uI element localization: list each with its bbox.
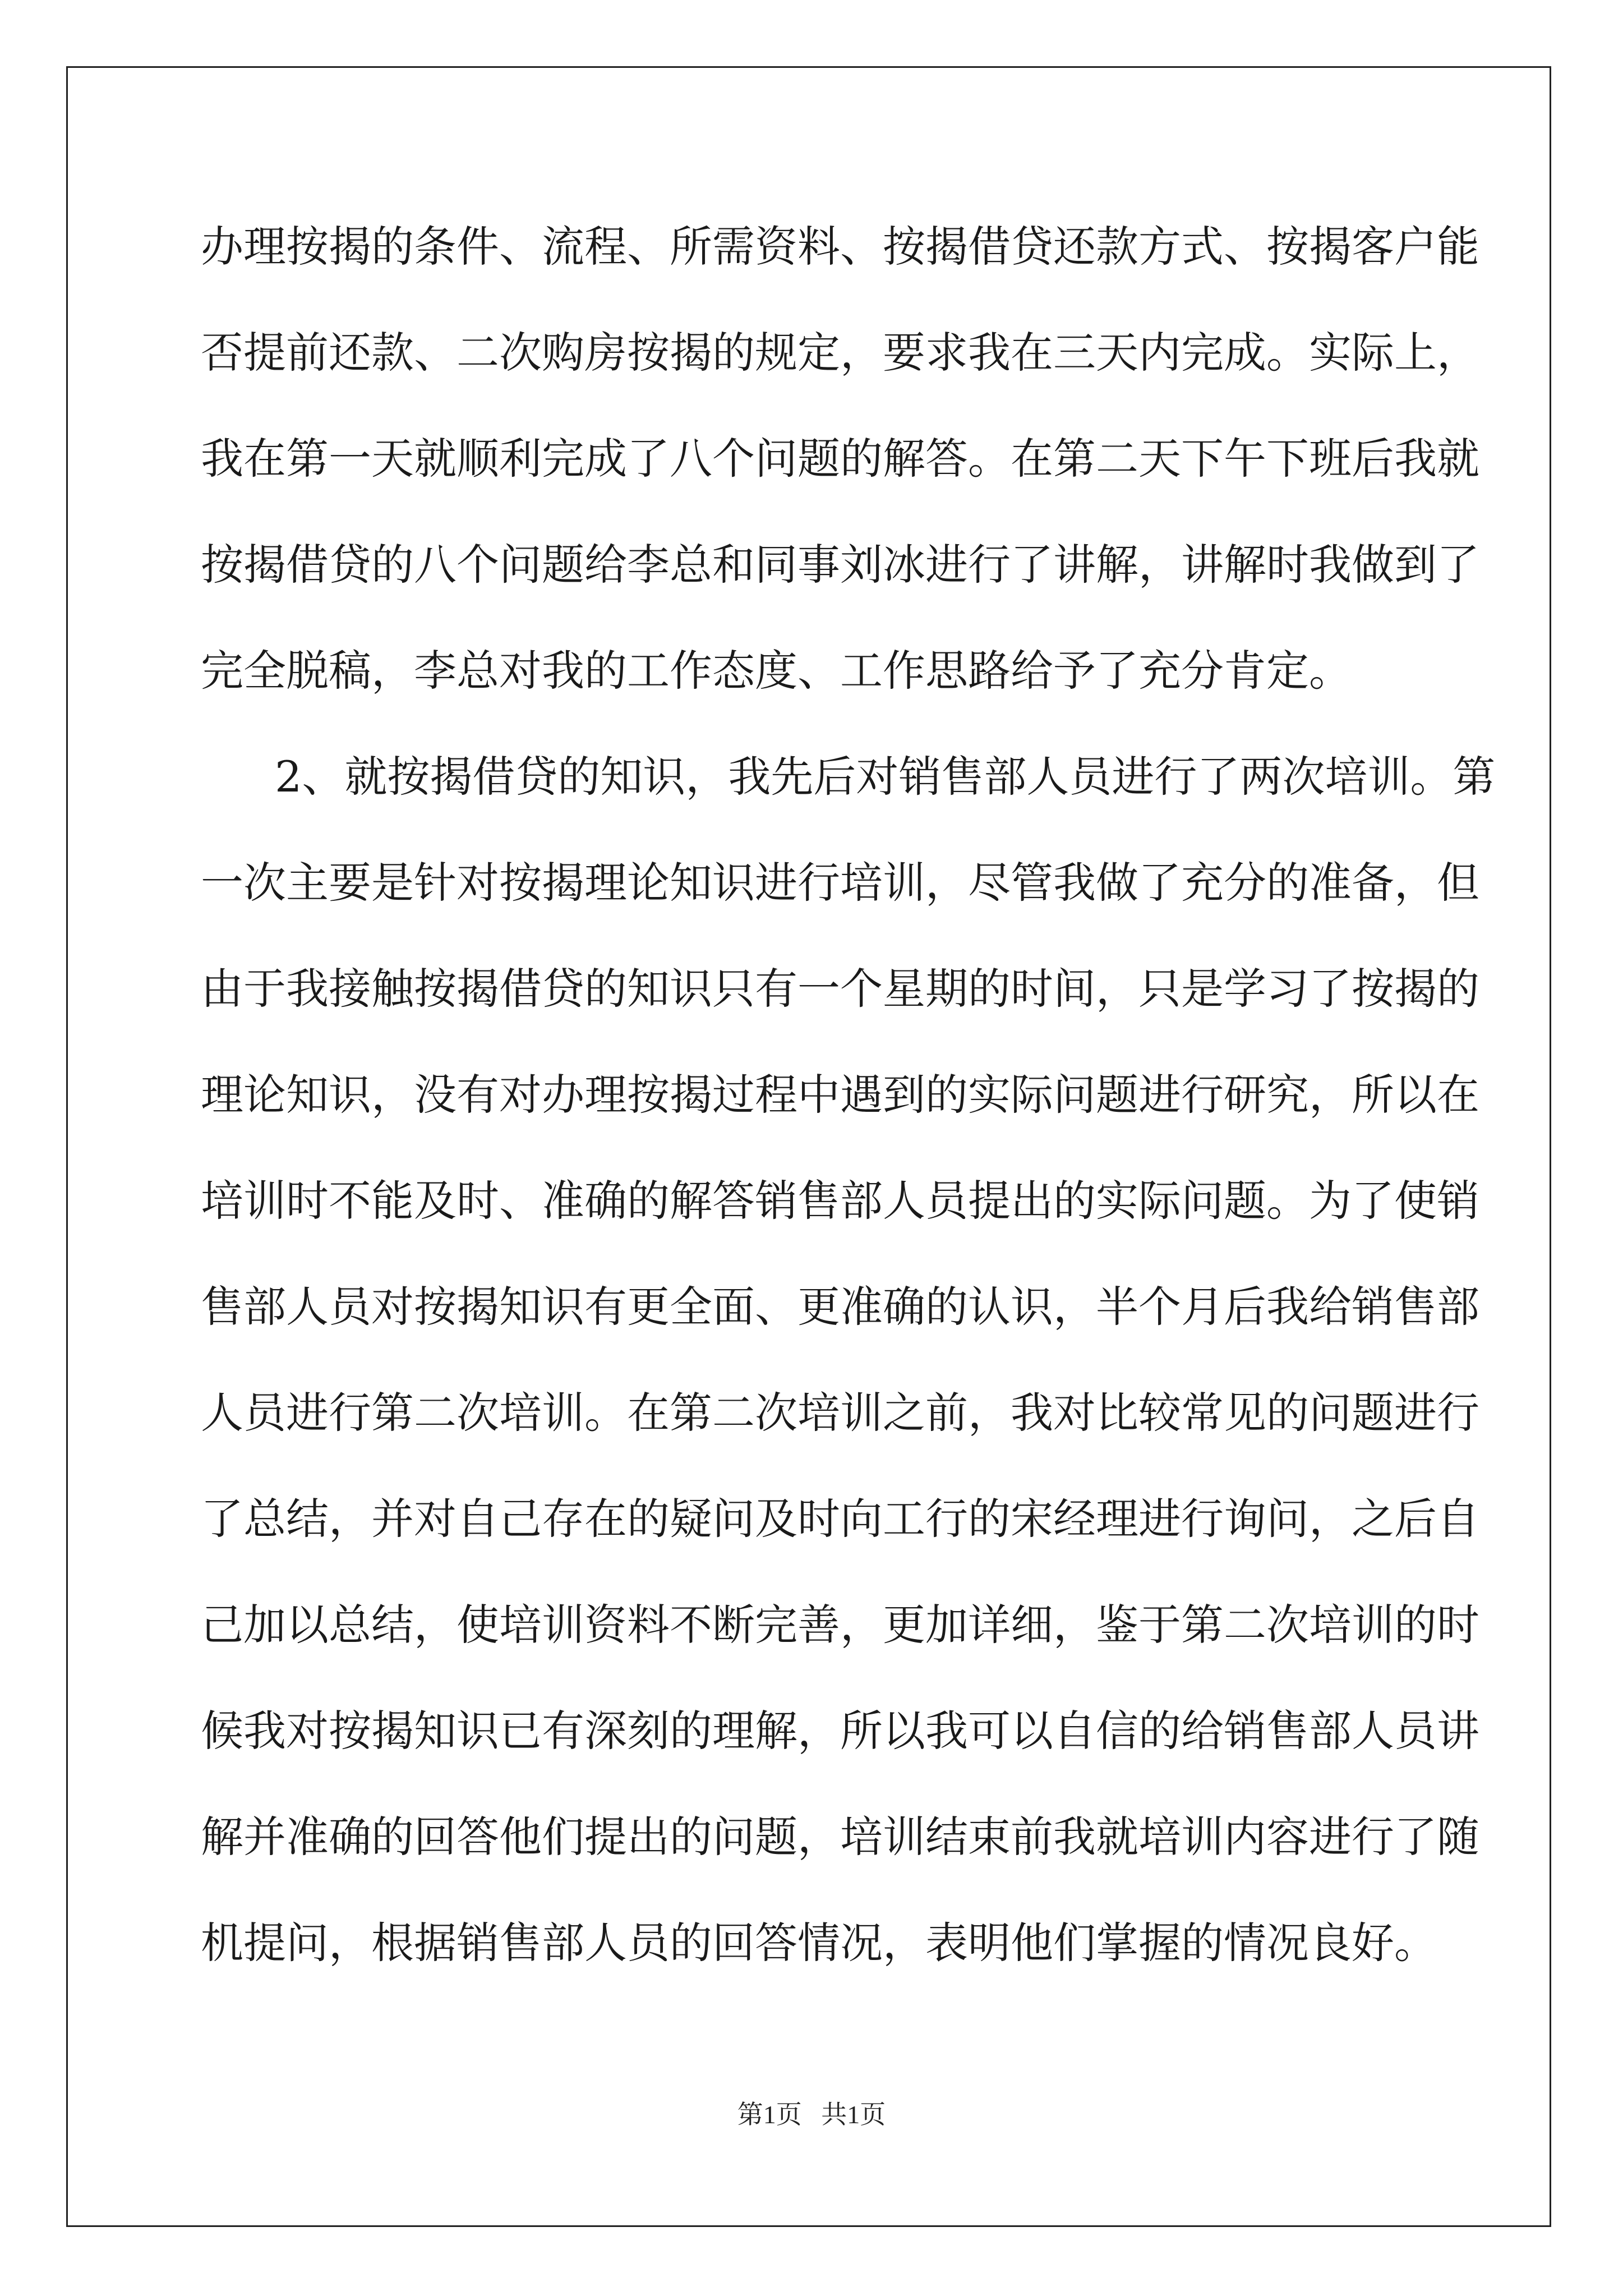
text-line: 机提问，根据销售部人员的回答情况，表明他们掌握的情况良好。 [201, 1918, 1437, 1968]
text-line: 己加以总结，使培训资料不断完善，更加详细，鉴于第二次培训的时 [201, 1600, 1479, 1650]
text-line: 解并准确的回答他们提出的问题，培训结束前我就培训内容进行了随 [201, 1812, 1479, 1862]
text-line: 理论知识，没有对办理按揭过程中遇到的实际问题进行研究，所以在 [201, 1070, 1479, 1120]
text-line: 培训时不能及时、准确的解答销售部人员提出的实际问题。为了使销 [201, 1176, 1479, 1226]
text-line: 按揭借贷的八个问题给李总和同事刘冰进行了讲解，讲解时我做到了 [201, 540, 1479, 590]
text-line: 我在第一天就顺利完成了八个问题的解答。在第二天下午下班后我就 [201, 434, 1479, 484]
text-line: 办理按揭的条件、流程、所需资料、按揭借贷还款方式、按揭客户能 [201, 222, 1479, 272]
text-line: 售部人员对按揭知识有更全面、更准确的认识，半个月后我给销售部 [201, 1282, 1479, 1332]
text-line: 人员进行第二次培训。在第二次培训之前，我对比较常见的问题进行 [201, 1388, 1479, 1438]
page-number-footer: 第1页 共1页 [737, 2100, 886, 2129]
text-line: 完全脱稿，李总对我的工作态度、工作思路给予了充分肯定。 [201, 646, 1352, 696]
text-line: 一次主要是针对按揭理论知识进行培训，尽管我做了充分的准备，但 [201, 858, 1479, 908]
text-line: 了总结，并对自己存在的疑问及时向工行的宋经理进行询问，之后自 [201, 1494, 1479, 1544]
text-line: 否提前还款、二次购房按揭的规定，要求我在三天内完成。实际上， [201, 328, 1479, 378]
text-line: 由于我接触按揭借贷的知识只有一个星期的时间，只是学习了按揭的 [201, 964, 1479, 1014]
page-border [66, 66, 1551, 2227]
text-line: 候我对按揭知识已有深刻的理解，所以我可以自信的给销售部人员讲 [201, 1706, 1479, 1756]
paragraph-first-line: 2、就按揭借贷的知识，我先后对销售部人员进行了两次培训。第 [275, 752, 1496, 802]
